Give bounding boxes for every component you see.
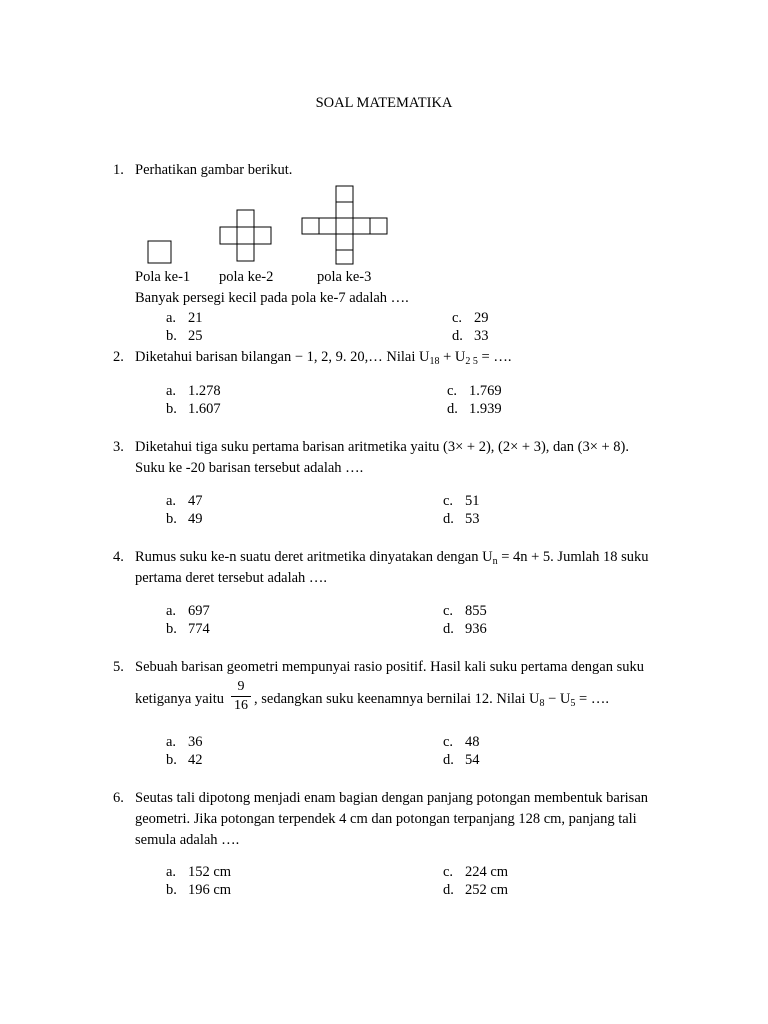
q6-option-a-value: 152 cm xyxy=(188,864,232,880)
q6-line-3: semula adalah …. xyxy=(135,832,240,848)
q5-fraction xyxy=(231,679,251,714)
q3-option-c-letter: c. xyxy=(443,493,454,509)
q5-fraction-denominator: 16 xyxy=(234,698,248,713)
q1-question: Banyak persegi kecil pada pola ke-7 adalah …. xyxy=(135,290,409,306)
q5-option-b-value: 42 xyxy=(188,752,203,768)
q3-line-2: Suku ke -20 barisan tersebut adalah …. xyxy=(135,460,364,476)
q6-option-b-value: 196 cm xyxy=(188,882,232,898)
q4-line-1 xyxy=(135,548,648,568)
q2-option-b-value: 1.607 xyxy=(188,401,221,417)
q6-option-b-letter: b. xyxy=(166,882,177,898)
fraction-bar xyxy=(231,696,251,697)
q5-number: 5. xyxy=(113,659,124,675)
q2-number: 2. xyxy=(113,349,124,365)
q4-subscript-n: n xyxy=(492,556,498,567)
q5-subscript-2: 5 xyxy=(570,698,576,709)
q5-line-2-text: , sedangkan suku keenamnya bernilai 12. Nilai U xyxy=(254,691,540,707)
q2-option-d-value: 1.939 xyxy=(469,401,502,417)
q5-line-2-after xyxy=(254,690,609,710)
q1-option-a-value: 21 xyxy=(188,310,203,326)
pattern-2-figure xyxy=(218,209,274,265)
q3-option-c-value: 51 xyxy=(465,493,480,509)
q5-minus: − U xyxy=(544,691,571,707)
q1-option-c-value: 29 xyxy=(474,310,489,326)
q2-option-b-letter: b. xyxy=(166,401,177,417)
q3-option-a-value: 47 xyxy=(188,493,203,509)
q1-number: 1. xyxy=(113,162,124,178)
q4-number: 4. xyxy=(113,549,124,565)
q2-text-end: = …. xyxy=(477,349,512,365)
q2-option-a-letter: a. xyxy=(166,383,177,399)
pattern-1-figure xyxy=(147,240,173,266)
q6-option-c-value: 224 cm xyxy=(465,864,509,880)
q6-line-2: geometri. Jika potongan terpendek 4 cm dan potongan terpanjang 128 cm, panjang tali xyxy=(135,811,637,827)
q5-line-2-before: ketiganya yaitu xyxy=(135,691,224,707)
q4-line-1-before: Rumus suku ke-n suatu deret aritmetika dinyatakan dengan U xyxy=(135,549,493,565)
q2-text-mid: + U xyxy=(439,349,466,365)
q6-number: 6. xyxy=(113,790,124,806)
pattern-label-1: Pola ke-1 xyxy=(135,269,191,285)
q5-fraction-numerator: 9 xyxy=(237,679,245,694)
q3-option-d-letter: d. xyxy=(443,511,454,527)
q5-option-c-letter: c. xyxy=(443,734,454,750)
q1-text: Perhatikan gambar berikut. xyxy=(135,162,293,178)
q5-option-d-letter: d. xyxy=(443,752,454,768)
q2-subscript-1: 18 xyxy=(429,356,440,367)
q2-subscript-2: 2 5 xyxy=(465,356,478,367)
q4-line-2: pertama deret tersebut adalah …. xyxy=(135,570,328,586)
q1-option-b-value: 25 xyxy=(188,328,203,344)
q6-option-c-letter: c. xyxy=(443,864,454,880)
q4-option-b-value: 774 xyxy=(188,621,210,637)
q6-option-d-letter: d. xyxy=(443,882,454,898)
q3-option-b-letter: b. xyxy=(166,511,177,527)
q3-number: 3. xyxy=(113,439,124,455)
pattern-3-figure xyxy=(300,185,392,267)
pattern-label-3: pola ke-3 xyxy=(317,269,372,285)
q5-option-a-value: 36 xyxy=(188,734,203,750)
q5-text-end: = …. xyxy=(575,691,609,707)
q6-option-d-value: 252 cm xyxy=(465,882,509,898)
q4-option-c-value: 855 xyxy=(465,603,487,619)
page-title: SOAL MATEMATIKA xyxy=(315,95,453,111)
q2-option-a-value: 1.278 xyxy=(188,383,221,399)
q1-option-d-letter: d. xyxy=(452,328,463,344)
q2-option-c-letter: c. xyxy=(447,383,458,399)
q1-option-c-letter: c. xyxy=(452,310,463,326)
q5-option-c-value: 48 xyxy=(465,734,480,750)
q5-option-a-letter: a. xyxy=(166,734,177,750)
pattern-label-2: pola ke-2 xyxy=(219,269,274,285)
q1-option-b-letter: b. xyxy=(166,328,177,344)
q4-option-b-letter: b. xyxy=(166,621,177,637)
q1-option-d-value: 33 xyxy=(474,328,489,344)
q2-option-c-value: 1.769 xyxy=(469,383,502,399)
q3-option-b-value: 49 xyxy=(188,511,203,527)
q1-option-a-letter: a. xyxy=(166,310,177,326)
q4-option-a-value: 697 xyxy=(188,603,210,619)
q2-text-before: Diketahui barisan bilangan − 1, 2, 9. 20,… Nilai U xyxy=(135,349,430,365)
q4-option-a-letter: a. xyxy=(166,603,177,619)
q4-option-d-letter: d. xyxy=(443,621,454,637)
q2-text xyxy=(135,348,511,368)
q5-line-1: Sebuah barisan geometri mempunyai rasio positif. Hasil kali suku pertama dengan suku xyxy=(135,659,644,675)
q6-option-a-letter: a. xyxy=(166,864,177,880)
q3-line-1: Diketahui tiga suku pertama barisan aritmetika yaitu (3× + 2), (2× + 3), dan (3× + 8). xyxy=(135,439,629,455)
q5-subscript-1: 8 xyxy=(539,698,545,709)
q5-option-d-value: 54 xyxy=(465,752,480,768)
q2-option-d-letter: d. xyxy=(447,401,458,417)
q3-option-a-letter: a. xyxy=(166,493,177,509)
q4-line-1-after: = 4n + 5. Jumlah 18 suku xyxy=(497,549,649,565)
q4-option-c-letter: c. xyxy=(443,603,454,619)
q3-option-d-value: 53 xyxy=(465,511,480,527)
q6-line-1: Seutas tali dipotong menjadi enam bagian dengan panjang potongan membentuk barisan xyxy=(135,790,649,806)
q4-option-d-value: 936 xyxy=(465,621,487,637)
q5-option-b-letter: b. xyxy=(166,752,177,768)
